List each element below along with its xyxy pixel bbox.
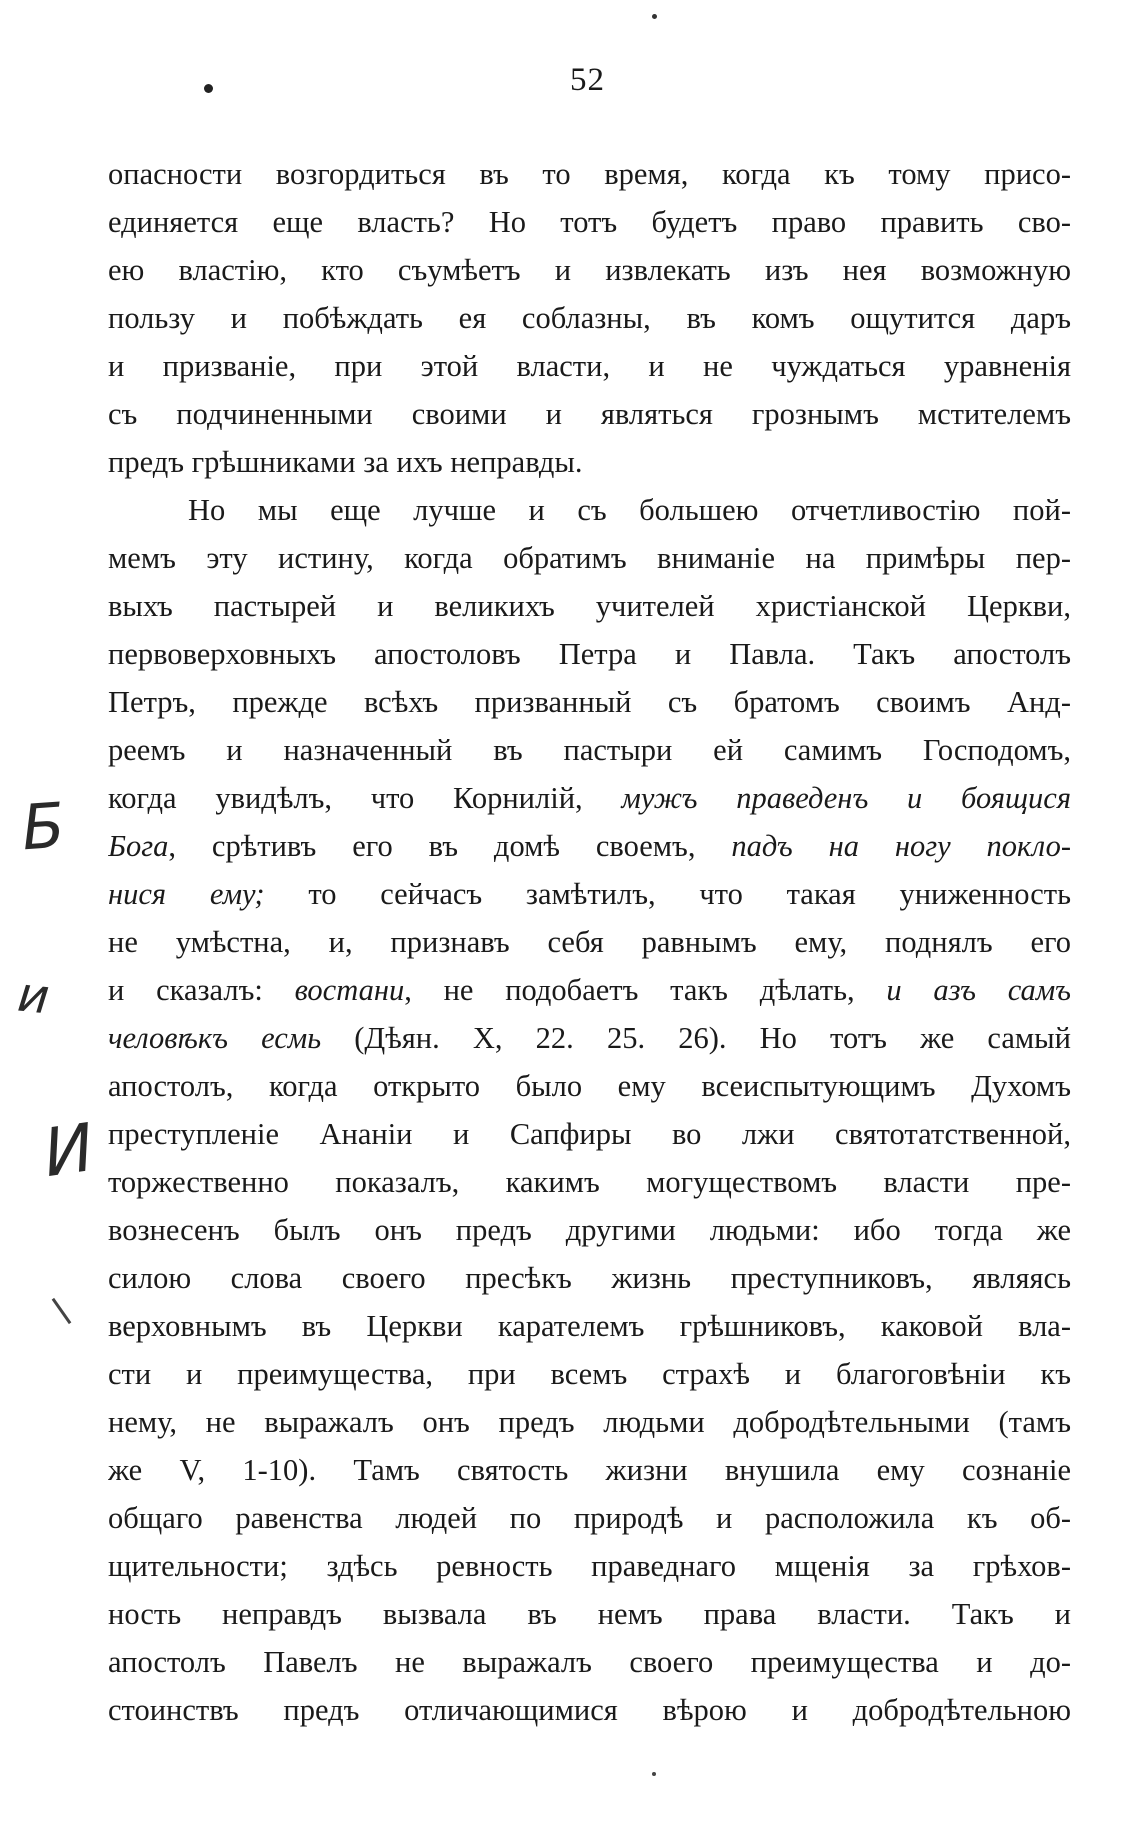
italic-quote: Бога: [108, 829, 169, 863]
text-line: [108, 1158, 1071, 1206]
text-line: [108, 726, 1071, 774]
text-run: вознесенъ былъ онъ предъ другими людьми: ибо тогда же: [108, 1213, 1071, 1247]
text-line: [108, 1542, 1071, 1590]
text-line: [108, 438, 1071, 486]
text-line: [108, 1638, 1071, 1686]
text-run: то сейчасъ замѣтилъ, что такая униженность: [264, 877, 1071, 911]
text-run: когда увидѣлъ, что Корнилій,: [108, 781, 622, 815]
text-run: ность неправдъ вызвала въ немъ права власти. Такъ и: [108, 1597, 1071, 1631]
text-line: [108, 1446, 1071, 1494]
italic-quote: человѣкъ есмь: [108, 1021, 322, 1055]
text-line: [108, 1014, 1071, 1062]
text-run: торжественно показалъ, какимъ могуществомъ власти пре-: [108, 1165, 1071, 1199]
italic-quote: и азъ самъ: [886, 973, 1071, 1007]
text-run: Петръ, прежде всѣхъ призванный съ братомъ своимъ Анд-: [108, 685, 1071, 719]
text-line: [108, 822, 1071, 870]
text-line: [108, 1494, 1071, 1542]
text-line: [108, 1254, 1071, 1302]
text-run: (Дѣян. X, 22. 25. 26). Но тотъ же самый: [321, 1021, 1071, 1055]
text-line: [108, 918, 1071, 966]
text-run: общаго равенства людей по природѣ и расположила къ об-: [108, 1501, 1071, 1535]
text-run: предъ грѣшниками за ихъ неправды.: [108, 445, 583, 479]
top-speck: [652, 14, 657, 19]
text-run: съ подчиненными своими и являться грознымъ мстителемъ: [108, 397, 1071, 431]
text-run: Но мы еще лучше и съ большею отчетливостію пой-: [188, 493, 1071, 527]
margin-pencil-stroke: [52, 1298, 72, 1324]
text-run: силою слова своего пресѣкъ жизнь преступниковъ, являясь: [108, 1261, 1071, 1295]
text-run: не умѣстна, и, признавъ себя равнымъ ему, поднялъ его: [108, 925, 1071, 959]
text-run: апостолъ, когда открыто было ему всеиспытующимъ Духомъ: [108, 1069, 1071, 1103]
text-run: и призваніе, при этой власти, и не чуждаться уравненія: [108, 349, 1071, 383]
text-run: нему, не выражалъ онъ предъ людьми добродѣтельными (тамъ: [108, 1405, 1071, 1439]
text-run: преступленіе Ананіи и Сапфиры во лжи святотатственной,: [108, 1117, 1071, 1151]
text-line: [108, 246, 1071, 294]
margin-handwritten-mark: И: [38, 1108, 99, 1193]
text-line: [108, 1350, 1071, 1398]
text-line: [108, 1590, 1071, 1638]
text-run: реемъ и назначенный въ пастыри ей самимъ Господомъ,: [108, 733, 1071, 767]
text-line: [108, 774, 1071, 822]
text-run: , не подобаетъ такъ дѣлать,: [404, 973, 887, 1007]
text-run: первоверховныхъ апостоловъ Петра и Павла. Такъ апостолъ: [108, 637, 1071, 671]
text-line: [108, 1062, 1071, 1110]
text-run: апостолъ Павелъ не выражалъ своего преимущества и до-: [108, 1645, 1071, 1679]
italic-quote: падъ на ногу покло-: [731, 829, 1071, 863]
text-line: [108, 390, 1071, 438]
text-line: [108, 342, 1071, 390]
text-line: [108, 966, 1071, 1014]
italic-quote: мужъ праведенъ и боящися: [621, 781, 1071, 815]
text-line: [108, 630, 1071, 678]
text-line: [108, 1110, 1071, 1158]
text-line: [108, 294, 1071, 342]
italic-quote: востани: [294, 973, 405, 1007]
text-line: [108, 534, 1071, 582]
text-run: сти и преимущества, при всемъ страхѣ и благоговѣніи къ: [108, 1357, 1071, 1391]
text-line: [108, 198, 1071, 246]
text-line: [108, 1206, 1071, 1254]
bottom-speck: [652, 1772, 656, 1776]
text-run: выхъ пастырей и великихъ учителей христіанской Церкви,: [108, 589, 1071, 623]
text-run: же V, 1-10). Тамъ святость жизни внушила ему сознаніе: [108, 1453, 1071, 1487]
text-line: [108, 870, 1071, 918]
text-run: верховнымъ въ Церкви карателемъ грѣшниковъ, каковой вла-: [108, 1309, 1071, 1343]
text-line: [108, 1302, 1071, 1350]
header-dot: [204, 84, 213, 93]
text-run: пользу и побѣждать ея соблазны, въ комъ ощутится даръ: [108, 301, 1071, 335]
body-text: [108, 150, 1071, 1734]
text-run: ею властію, кто съумѣетъ и извлекать изъ нея возможную: [108, 253, 1071, 287]
text-line: [108, 150, 1071, 198]
text-run: щительности; здѣсь ревность праведнаго мщенія за грѣхов-: [108, 1549, 1071, 1583]
text-run: , срѣтивъ его въ домѣ своемъ,: [168, 829, 732, 863]
page-number: 52: [570, 62, 605, 98]
text-line: [108, 1398, 1071, 1446]
text-run: мемъ эту истину, когда обратимъ вниманіе на примѣры пер-: [108, 541, 1071, 575]
text-run: и сказалъ:: [108, 973, 295, 1007]
text-run: единяется еще власть? Но тотъ будетъ право править сво-: [108, 205, 1071, 239]
text-run: стоинствъ предъ отличающимися вѣрою и добродѣтельною: [108, 1693, 1071, 1727]
text-line: [108, 678, 1071, 726]
margin-handwritten-mark: и: [15, 966, 53, 1026]
text-line: [108, 486, 1071, 534]
text-line: [108, 1686, 1071, 1734]
text-line: [108, 582, 1071, 630]
margin-handwritten-mark: Б: [19, 788, 68, 865]
italic-quote: нися ему;: [108, 877, 265, 911]
text-run: опасности возгордиться въ то время, когда къ тому присо-: [108, 157, 1071, 191]
